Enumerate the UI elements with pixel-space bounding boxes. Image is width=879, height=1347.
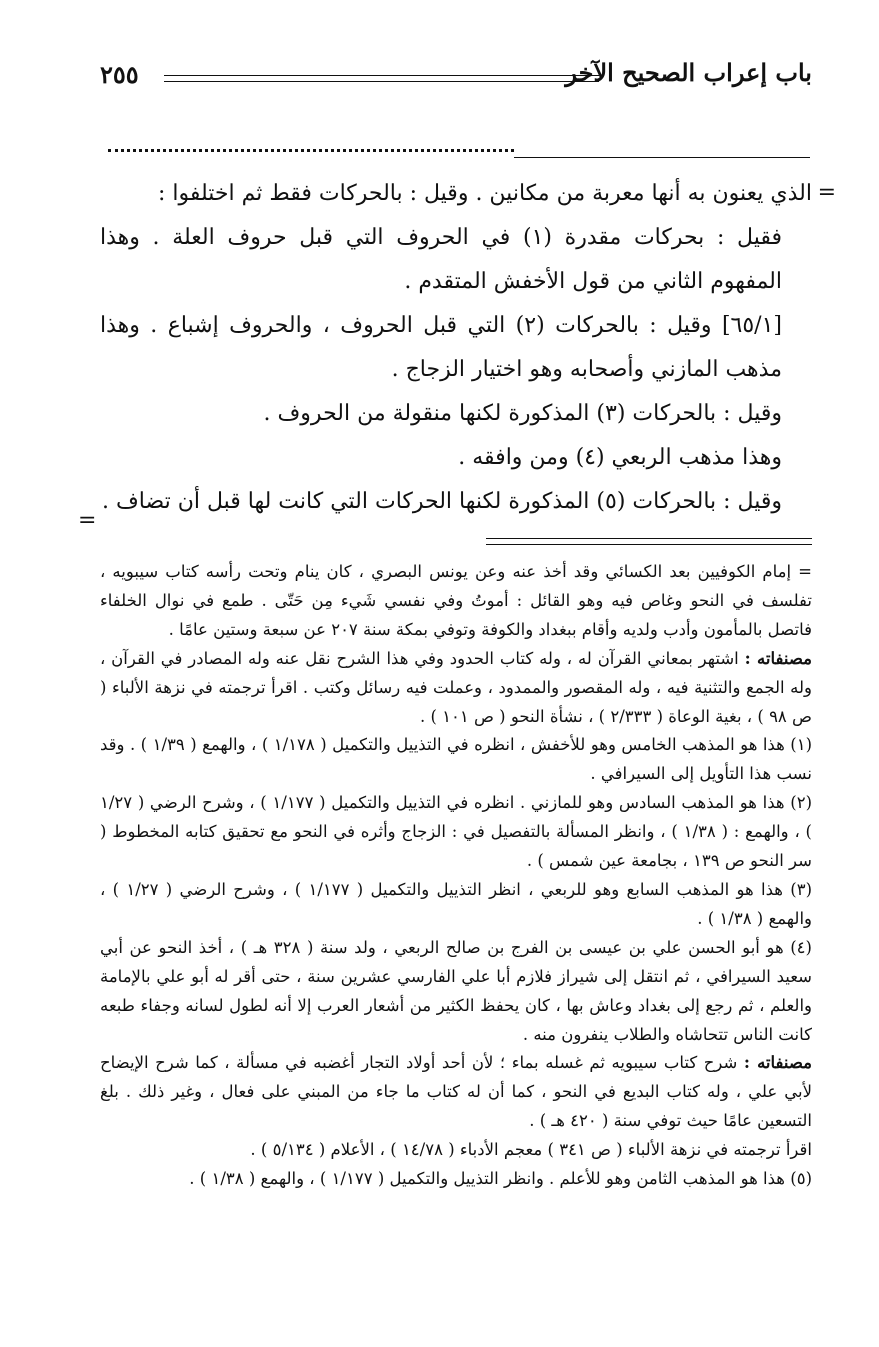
body-paragraph: وقيل : بالحركات (٥) المذكورة لكنها الحركات التي كانت لها قبل أن تضاف . [102,489,782,514]
body-paragraph: فقيل : بحركات مقدرة (١) في الحروف التي قبل حروف العلة . وهذا المفهوم الثاني من قول الأخفش المتقدم . [100,225,782,294]
dotted-divider [108,149,514,152]
solid-divider [514,157,810,158]
page-number: ٢٥٥ [100,60,139,89]
footnote-4: (٤) هو أبو الحسن علي بن عيسى بن الفرج بن صالح الربعي ، ولد سنة ( ٣٢٨ هـ ) ، أخذ النحو عن أبي سعيد السيرافي ، ثم انتقل إلى شيراز فلازم أبا علي الفارسي عشرين سنة ، حتى أقر له أبو علي بالإمامة والعلم ، ثم رجع إلى بغداد وعاش بها ، كان يحفظ الكثير من أشعار العرب إلا أنه لطول لسانه وجفاء طبعه كانت الناس تتحاشاه والطلاب ينفرون منه . [100,937,812,1044]
footnote-5: (٥) هذا هو المذهب الثامن وهو للأعلم . وانظر التذييل والتكميل ( ١/١٧٧ ) ، والهمع ( ١/٣٨ ) . [189,1169,812,1189]
footnote-works [100,645,812,732]
footnote-2: (٢) هذا هو المذهب السادس وهو للمازني . انظره في التذييل والتكميل ( ١/١٧٧ ) ، وشرح الرضي ( ١/٢٧ ) ، والهمع : ( ١/٣٨ ) ، وانظر المسألة بالتفصيل في : الزجاج وأثره في النحو مع تحقيق كتابه المخطوط ( سر النحو ص ١٣٩ ، بجامعة عين شمس ) . [100,793,813,871]
footnotes [100,558,812,1194]
footnote-3: (٣) هذا هو المذهب السابع وهو للربعي ، انظر التذييل والتكميل ( ١/١٧٧ ) ، وشرح الرضي ( ١/٢٧ ) ، والهمع ( ١/٣٨ ) . [100,879,812,928]
header-rule [164,75,599,76]
continuation-mark: = [78,508,97,533]
header-rule [164,81,599,82]
works-label: مصنفاته : [744,648,812,668]
footnote-separator [486,538,812,545]
works-text: شرح كتاب سيبويه ثم غسله بماء ؛ لأن أحد أولاد التجار أغضبه في مسألة ، كما شرح الإيضاح لأبي علي ، وله كتاب البديع في النحو ، كما أن له كتاب ما جاء من المبني على فعال ، وغير ذلك . بلغ التسعين عامًا حيث توفي سنة ( ٤٢٠ هـ ) . [100,1053,812,1131]
footnote-reference: اقرأ ترجمته في نزهة الألباء ( ص ٣٤١ ) معجم الأدباء ( ١٤/٧٨ ) ، الأعلام ( ٥/١٣٤ ) . [250,1140,812,1160]
footnote-1: (١) هذا هو المذهب الخامس وهو للأخفش ، انظره في التذييل والتكميل ( ١/١٧٨ ) ، والهمع ( ١/٣٩ ) . وقد نسب هذا التأويل إلى السيرافي . [100,735,813,784]
body-paragraph: وقيل : بالحركات (٣) المذكورة لكنها منقولة من الحروف . [263,401,782,426]
running-header [100,56,812,96]
works-text: اشتهر بمعاني القرآن له ، وله كتاب الحدود وفي هذا الشرح نقل عنه وله المصادر في القرآن ، وله الجمع والتثنية فيه ، وله المقصور والممدود ، وعملت فيه رسائل وكتب . اقرأ ترجمته في نزهة الألباء ( ص ٩٨ ) ، بغية الوعاة ( ٢/٣٣٣ ) ، نشأة النحو ( ص ١٠١ ) . [100,648,812,726]
body-paragraph: [٦٥/١] وقيل : بالحركات (٢) التي قبل الحروف ، والحروف إشباع . وهذا مذهب المازني وأصحابه وهو اختيار الزجاج . [100,313,782,382]
body-paragraph: وهذا مذهب الربعي (٤) ومن وافقه . [458,445,782,470]
body-line: الذي يعنون به أنها معربة من مكانين . وقيل : بالحركات فقط ثم اختلفوا : [157,181,812,206]
continuation-mark: = [817,180,836,205]
chapter-title: باب إعراب الصحيح الآخر [565,58,812,87]
footnote-continuation: = إمام الكوفيين بعد الكسائي وقد أخذ عنه وعن يونس البصري ، كان ينام وتحت رأسه كتاب سيبويه ، تفلسف في النحو وغاص فيه وهو القائل : أموتُ وفي نفسي شَيء مِن حَتّى . طمع في نوال الخلفاء فاتصل بالمأمون وأدب ولديه وأقام ببغداد والكوفة وتوفي بمكة سنة ٢٠٧ عن سبعة وستين عامًا . [100,562,812,639]
works-label: مصنفاته : [743,1053,813,1073]
main-text [100,172,812,524]
footnote-works [100,1049,812,1136]
